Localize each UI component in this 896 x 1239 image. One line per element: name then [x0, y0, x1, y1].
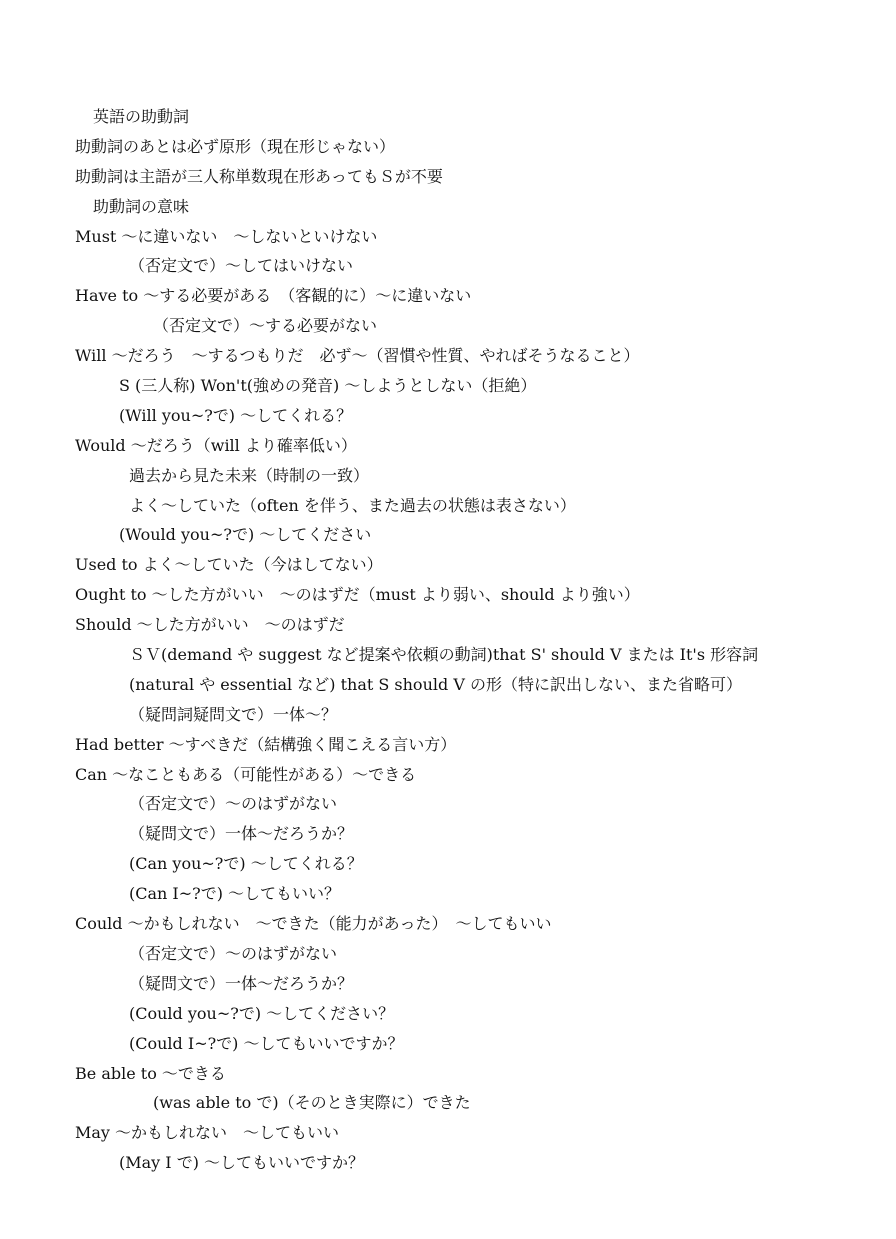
text-line: （否定文で）～する必要がない — [153, 316, 378, 336]
text-line: Ought to ～した方がいい ～のはずだ（must より弱い、should より強い） — [75, 585, 640, 605]
text-line: （疑問詞疑問文で）一体～？ — [129, 704, 338, 724]
text-line: Would ～だろう（will より確率低い） — [75, 435, 357, 455]
text-line: （否定文で）～のはずがない — [129, 794, 338, 814]
text-line: Must ～に違いない ～しないといけない — [75, 226, 378, 246]
text-line: （疑問文で）一体～だろうか？ — [129, 973, 354, 993]
text-line: (Would you~?で) ～してください — [119, 525, 372, 545]
text-line: (Could I~?で) ～してもいいですか？ — [129, 1033, 404, 1053]
text-line: よく～していた（often を伴う、また過去の状態は表さない） — [129, 495, 576, 515]
text-line: (Will you~?で) ～してくれる？ — [119, 405, 353, 425]
text-line: 助動詞は主語が三人称単数現在形あってもＳが不要 — [75, 166, 443, 186]
text-line: Used to よく～していた（今はしてない） — [75, 555, 383, 575]
text-line: Be able to ～できる — [75, 1063, 226, 1083]
text-line: 助動詞の意味 — [93, 196, 190, 216]
text-line: (was able to で)（そのとき実際に）できた — [153, 1093, 471, 1113]
text-line: Should ～した方がいい ～のはずだ — [75, 615, 345, 635]
text-line: (Could you~?で) ～してください？ — [129, 1003, 395, 1023]
text-line: Will ～だろう ～するつもりだ 必ず～（習慣や性質、やればそうなること） — [75, 346, 640, 366]
text-line: 助動詞のあとは必ず原形（現在形じゃない） — [75, 136, 396, 156]
text-line: (Can I~?で) ～してもいい？ — [129, 884, 341, 904]
text-line: (natural や essential など) that S should V の形（特に訳出しない、また省略可） — [129, 674, 742, 694]
text-line: (Can you~?で) ～してくれる？ — [129, 854, 363, 874]
text-line: ＳＶ(demand や suggest など提案や依頼の動詞)that S' should V または It's 形容詞 — [129, 645, 759, 665]
text-line: Could ～かもしれない ～できた（能力があった） ～してもいい — [75, 914, 552, 934]
text-line: Can ～なこともある（可能性がある）～できる — [75, 764, 417, 784]
text-line: （疑問文で）一体～だろうか？ — [129, 824, 354, 844]
text-line: S (三人称) Won't(強めの発音) ～しようとしない（拒絶） — [119, 376, 537, 396]
text-line: (May I で) ～してもいいですか？ — [119, 1153, 365, 1173]
text-line: 英語の助動詞 — [93, 107, 190, 126]
document-body — [75, 102, 875, 1178]
text-line: Had better ～すべきだ（結構強く聞こえる言い方） — [75, 734, 457, 754]
text-line: Have to ～する必要がある （客観的に）～に違いない — [75, 286, 472, 306]
text-line: May ～かもしれない ～してもいい — [75, 1123, 340, 1143]
text-line: （否定文で）～のはずがない — [129, 943, 338, 963]
text-line: （否定文で）～してはいけない — [129, 256, 354, 276]
text-line: 過去から見た未来（時制の一致） — [129, 465, 370, 485]
